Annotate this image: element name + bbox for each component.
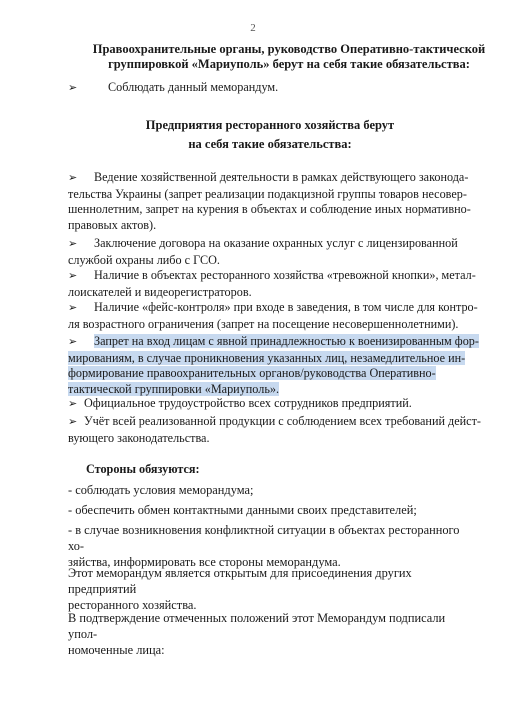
- arrow-bullet-icon: ➢: [68, 398, 78, 410]
- arrow-bullet-icon: ➢: [68, 302, 78, 314]
- arrow-bullet-icon: ➢: [68, 82, 78, 94]
- arrow-bullet-icon: ➢: [68, 238, 78, 250]
- arrow-bullet-icon: ➢: [68, 416, 78, 428]
- heading-line: Правоохранительные органы, руководство Оперативно-тактической: [92, 42, 486, 56]
- list-item: ➢ Наличие в объектах ресторанного хозяйства «тревожной кнопки», метал- лоискателей и видеорегистраторов.: [68, 268, 476, 299]
- list-item-highlighted: ➢ Запрет на вход лицам с явной принадлежностью к военизированным фор- мированиям, в случае проникновения указанных лиц, незамедлительное ин- формирование правоохранительных органов/руководства Оперативно- тактической группировки «Мариуполь».: [68, 334, 479, 396]
- page-number: 2: [250, 22, 256, 34]
- list-item: ➢ Ведение хозяйственной деятельности в рамках действующего законода- тельства Украины (запрет реализации подакцизной группы товаров несовер- шеннолетним, запрет на курения в объектах и соблюдение иных нормативно- правовых актов).: [68, 170, 471, 232]
- arrow-bullet-icon: ➢: [68, 270, 78, 282]
- list-item: ➢ Учёт всей реализованной продукции с соблюдением всех требований дейст- вующего законодательства.: [68, 414, 481, 445]
- heading-line: группировкой «Мариуполь» берут на себя такие обязательства:: [108, 57, 470, 71]
- section1-bullet: ➢ Соблюдать данный меморандум.: [68, 80, 472, 97]
- list-item: ➢ Заключение договора на оказание охранных услуг с лицензированной службой охраны либо с ГСО.: [68, 236, 458, 267]
- section2-heading: [68, 118, 472, 152]
- heading-line: на себя такие обязательства:: [188, 137, 352, 151]
- arrow-bullet-icon: ➢: [68, 336, 78, 348]
- section1-heading: [92, 42, 486, 72]
- paragraph-signatures: В подтверждение отмеченных положений этот Меморандум подписали упол- номоченные лица:: [68, 611, 446, 657]
- list-item: зяйства, информировать все стороны меморандума.: [68, 555, 341, 569]
- list-item: - в случае возникновения конфликтной ситуации в объектах ресторанного хо-: [68, 523, 460, 553]
- heading-line: Предприятия ресторанного хозяйства берут: [145, 118, 395, 132]
- section3-heading: Стороны обязуются:: [86, 462, 200, 476]
- list-item: - соблюдать условия меморандума;: [68, 483, 254, 497]
- list-item: ➢ Наличие «фейс-контроля» при входе в заведения, в том числе для контро- ля возрастного ограничения (запрет на посещение несовершеннолетними).: [68, 300, 478, 331]
- obligations-list: [68, 482, 472, 570]
- list-item: ➢ Официальное трудоустройство всех сотрудников предприятий.: [68, 396, 472, 413]
- list-item: - обеспечить обмен контактными данными своих представителей;: [68, 503, 417, 517]
- arrow-bullet-icon: ➢: [68, 172, 78, 184]
- paragraph-open-memorandum: Этот меморандум является открытым для присоединения других предприятий ресторанного хозяйства.: [68, 566, 412, 612]
